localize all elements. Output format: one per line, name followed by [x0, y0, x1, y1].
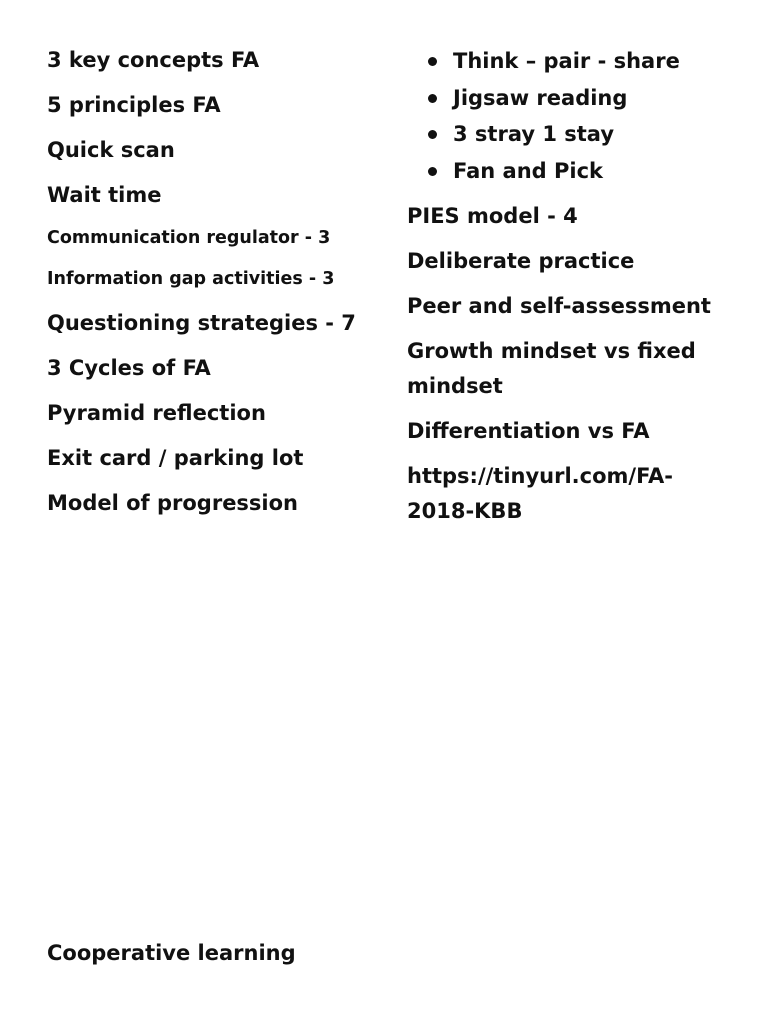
- right-item-link-cont: 2018-KBB: [407, 499, 523, 523]
- right-item-link: https://tinyurl.com/FA-: [407, 464, 673, 488]
- left-item-communication-regulator: Communication regulator - 3: [47, 228, 331, 248]
- bullet-text: 3 stray 1 stay: [453, 122, 615, 146]
- bullet-text: Fan and Pick: [453, 159, 604, 183]
- right-item-differentiation: Differentiation vs FA: [407, 419, 650, 443]
- left-item-quick-scan: Quick scan: [47, 138, 175, 162]
- bullet-text: Jigsaw reading: [453, 86, 628, 110]
- left-item-cycles: 3 Cycles of FA: [47, 356, 211, 380]
- left-item-key-concepts: 3 key concepts FA: [47, 48, 260, 72]
- right-item-growth-mindset-cont: mindset: [407, 374, 503, 398]
- bullet-icon: [428, 167, 437, 176]
- right-item-deliberate-practice: Deliberate practice: [407, 249, 635, 273]
- right-item-peer-assessment: Peer and self-assessment: [407, 294, 711, 318]
- cooperative-learning-label: Cooperative learning: [47, 941, 296, 965]
- left-item-exit-card: Exit card / parking lot: [47, 446, 304, 470]
- bullet-icon: [428, 130, 437, 139]
- left-item-wait-time: Wait time: [47, 183, 162, 207]
- bullet-text: Think – pair - share: [453, 49, 680, 73]
- bullet-icon: [428, 57, 437, 66]
- bullet-icon: [428, 94, 437, 103]
- left-item-information-gap: Information gap activities - 3: [47, 269, 335, 289]
- left-item-questioning-strategies: Questioning strategies - 7: [47, 311, 356, 335]
- left-item-model-progression: Model of progression: [47, 491, 299, 515]
- right-item-pies-model: PIES model - 4: [407, 204, 578, 228]
- right-item-growth-mindset: Growth mindset vs fixed: [407, 339, 696, 363]
- left-item-principles: 5 principles FA: [47, 93, 221, 117]
- left-item-pyramid-reflection: Pyramid reflection: [47, 401, 266, 425]
